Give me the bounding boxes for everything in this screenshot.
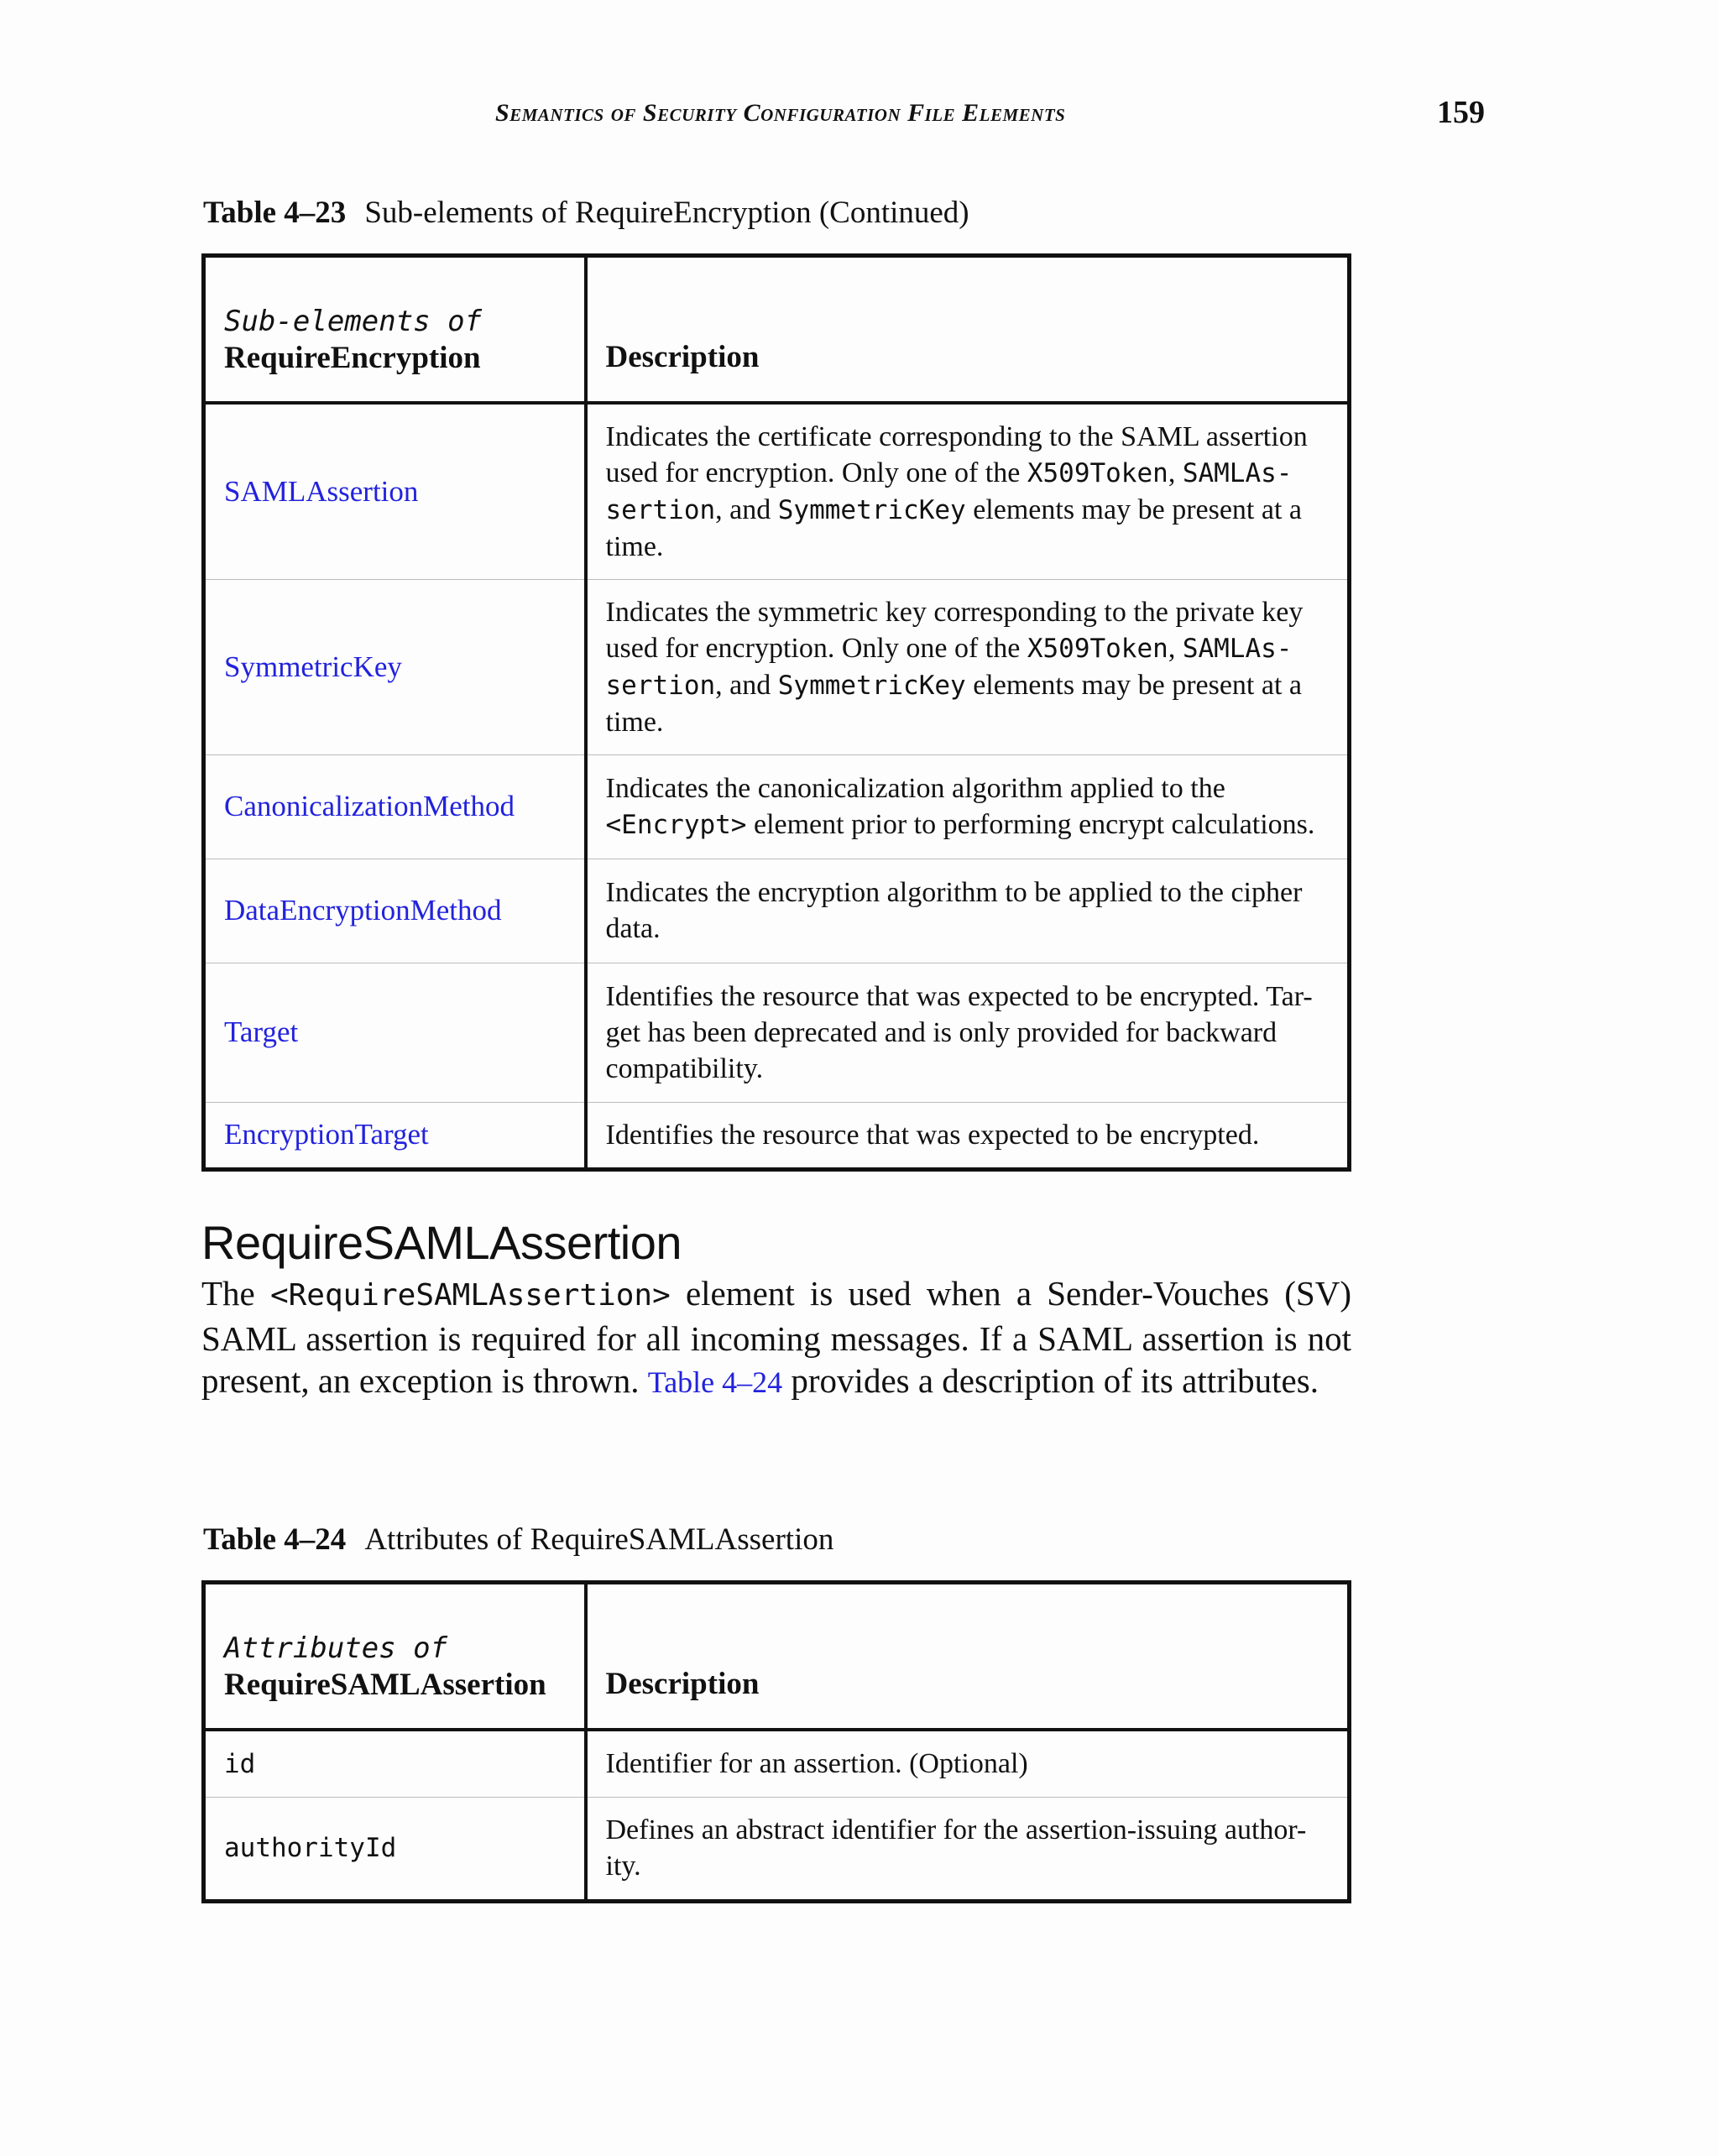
column-header-attribute	[204, 1583, 586, 1731]
column-header-line2: RequireEncryption	[224, 341, 481, 375]
row-description: Identifies the resource that was expected to be encrypted.	[586, 1102, 1350, 1169]
section-paragraph: The <RequireSAMLAssertion> element is used when a Sender-Vouches (SV) SAML assertion is required for all incoming messages. If a SAML assertion is not present, an exception is thrown. Table 4–24 provides a description of its attributes.	[201, 1274, 1351, 1400]
element-link-target[interactable]: Target	[224, 1015, 299, 1048]
table-reference-link[interactable]: Table 4–24	[647, 1365, 783, 1399]
row-description: Indicates the canonicalization algorithm applied to the <Encrypt> element prior to performing encrypt calculations.	[586, 754, 1350, 859]
section-heading: RequireSAMLAssertion	[201, 1216, 682, 1269]
table-caption-text: Attributes of RequireSAMLAssertion	[364, 1522, 834, 1557]
row-description: Indicates the symmetric key corresponding to the private key used for encryption. Only one of the X509Token, SAMLAs-sertion, and SymmetricKey elements may be present at a time.	[586, 579, 1350, 754]
column-header-line1: Attributes of	[224, 1631, 448, 1665]
row-description: Identifier for an assertion. (Optional)	[586, 1730, 1350, 1797]
page-number: 159	[1437, 95, 1485, 130]
attribute-name: id	[224, 1748, 256, 1779]
column-header-element	[204, 256, 586, 404]
row-description: Indicates the encryption algorithm to be applied to the cipher data.	[586, 859, 1350, 963]
column-header-description: Description	[586, 1583, 1350, 1731]
column-header-line2: RequireSAMLAssertion	[224, 1668, 546, 1702]
attribute-name: authorityId	[224, 1833, 397, 1863]
table-row	[204, 859, 1350, 963]
element-link-samlassertion[interactable]: SAMLAssertion	[224, 474, 419, 508]
sub-elements-table	[201, 253, 1351, 1172]
element-link-canonicalizationmethod[interactable]: CanonicalizationMethod	[224, 790, 515, 822]
attributes-table	[201, 1580, 1351, 1903]
table-caption-label: Table 4–23	[203, 196, 347, 230]
column-header-line1: Sub-elements of	[224, 305, 483, 338]
table-caption-text: Sub-elements of RequireEncryption (Continued)	[364, 196, 969, 230]
running-header: Semantics of Security Configuration File Elements	[495, 99, 1066, 127]
table-row	[204, 1102, 1350, 1169]
row-description: Identifies the resource that was expected to be encrypted. Tar-get has been deprecated and is only provided for backward compatibility.	[586, 963, 1350, 1102]
table-caption-label: Table 4–24	[203, 1522, 347, 1557]
column-header-description: Description	[586, 256, 1350, 404]
table-row	[204, 754, 1350, 859]
table-caption	[203, 195, 969, 231]
table-row	[204, 403, 1350, 579]
element-link-symmetrickey[interactable]: SymmetricKey	[224, 650, 402, 683]
table-row	[204, 963, 1350, 1102]
row-description: Indicates the certificate corresponding to the SAML assertion used for encryption. Only one of the X509Token, SAMLAs-sertion, and SymmetricKey elements may be present at a time.	[586, 403, 1350, 579]
table-row	[204, 579, 1350, 754]
table-row	[204, 1730, 1350, 1797]
row-description: Defines an abstract identifier for the assertion-issuing author-ity.	[586, 1797, 1350, 1901]
element-link-dataencryptionmethod[interactable]: DataEncryptionMethod	[224, 894, 502, 927]
element-link-encryptiontarget[interactable]: EncryptionTarget	[224, 1118, 429, 1151]
table-row	[204, 1797, 1350, 1901]
table-caption	[203, 1522, 833, 1558]
